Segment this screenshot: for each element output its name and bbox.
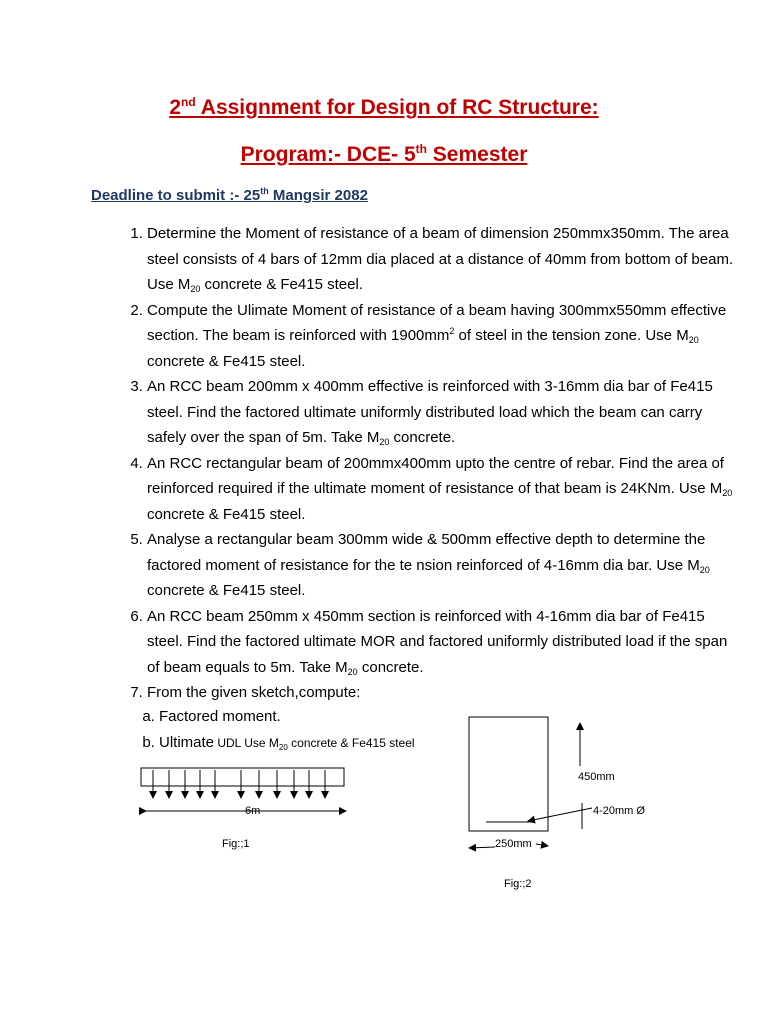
question-4: 4. An RCC rectangular beam of 200mmx400mm upto the centre of rebar. Find the area of reinforced required if the ultimate moment of resistance of that beam is 24KNm. Use $M_{20}$ concrete & Fe415 steel. [147,451,737,528]
question-2: 2. Compute the Ulimate Moment of resistance of a beam having 300mmx550mm effective section. The beam is reinforced with $1900mm^2$ of steel in the tension zone. Use $M_{20}$ concrete & Fe415 steel. [147,298,737,375]
fig2-caption: Fig:;2 [504,878,532,890]
width-arrow-left [469,847,495,848]
width-arrow-right [536,844,548,846]
question-7: 7. From the given sketch,compute: [147,680,737,706]
span-label: 6m [245,805,261,817]
sub-item-a: a. Factored moment. [159,704,415,730]
question-1: 1. Determine the Moment of resistance of a beam of dimension 250mmx350mm. The area steel consists of 4 bars of 12mm dia placed at a distance of 40mm from bottom of beam. Use $M_{20}$ concrete & Fe415 steel. [147,221,737,298]
question-5: 5. Analyse a rectangular beam 300mm wide & 500mm effective depth to determine the factored moment of resistance for the te nsion reinforced of 4-16mm dia bar. Use $M_{20}$ concrete & Fe415 steel. [147,527,737,604]
udl-arrows [153,770,325,798]
question-3: 3. An RCC beam 200mm x 400mm effective is reinforced with 3-16mm dia bar of Fe415 steel. Find the factored ultimate uniformly distributed load which the beam can carry safely over the span of 5m. Take $M_{20}$ concrete. [147,374,737,451]
height-label: 450mm [578,771,615,783]
fig1-caption: Fig:;1 [222,838,250,850]
width-label: 250mm [495,838,532,850]
rebar-label: 4-20mm Ø [593,805,645,817]
assignment-title: 2nd Assignment for Design of RC Structure: [169,95,599,119]
beam-cross-section [469,717,592,848]
question-6: 6. An RCC beam 250mm x 450mm section is reinforced with 4-16mm dia bar of Fe415 steel. Find the factored ultimate MOR and factored uniformly distributed load if the span of beam equals to 5m. Take $M_{20}$ concrete. [147,604,737,681]
sub-item-b: b. Ultimate UDL Use $M_{20}$ concrete & Fe415 steel [159,730,415,756]
udl-load-diagram [141,768,346,811]
program-title: Program:- DCE- 5th Semester [240,142,528,166]
deadline: Deadline to submit :- 25th Mangsir 2082 [91,186,368,204]
